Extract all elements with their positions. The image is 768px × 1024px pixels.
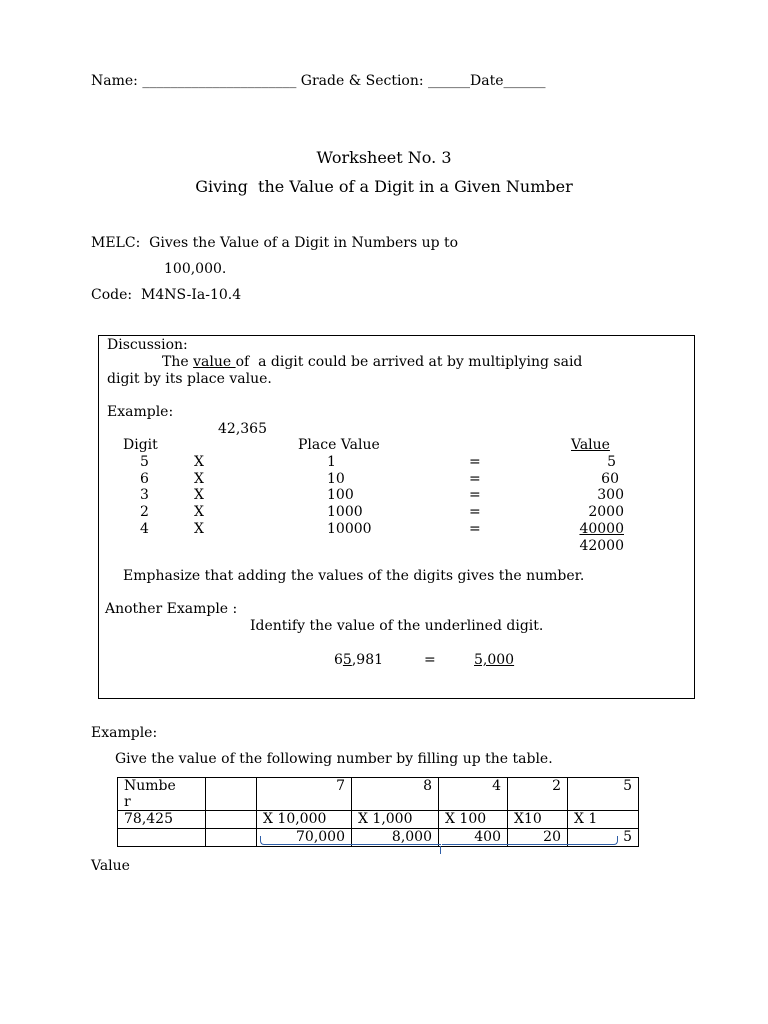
row-times: X (194, 471, 204, 487)
table-cell (206, 811, 257, 829)
pen-mark (442, 836, 618, 845)
table-cell: 5 (568, 829, 639, 847)
table-cell (118, 829, 206, 847)
row-times: X (194, 487, 204, 503)
row-place-value: 1 (327, 454, 336, 470)
code-line: Code: M4NS-Ia-10.4 (91, 287, 242, 303)
value-label: Value (91, 858, 130, 874)
row-place-value: 100 (327, 487, 354, 503)
row-place-value: 10 (327, 471, 345, 487)
table-cell: X 100 (439, 811, 508, 829)
row-equals: = (469, 471, 481, 487)
table-cell: X 1 (568, 811, 639, 829)
table-cell: 5 (568, 778, 639, 811)
identify-instruction: Identify the value of the underlined digit. (250, 618, 544, 634)
example-label: Example: (107, 404, 174, 420)
discussion-text-line-1: The value of a digit could be arrived at by multiplying said (162, 354, 583, 370)
example-number: 42,365 (218, 421, 267, 437)
row-place-value: 1000 (327, 504, 363, 520)
table-cell: 4 (439, 778, 508, 811)
table-row (118, 811, 639, 829)
row-equals: = (469, 454, 481, 470)
table-cell: X 10,000 (257, 811, 352, 829)
row-times: X (194, 504, 204, 520)
row-times: X (194, 454, 204, 470)
total-value: 42000 (579, 538, 624, 554)
row-value: 60 (601, 471, 619, 487)
row-digit: 3 (140, 487, 149, 503)
exercise-label: Example: (91, 725, 158, 741)
underlined-word-value: value (193, 354, 236, 370)
underlined-digit: 5 (342, 652, 352, 668)
row-equals: = (469, 487, 481, 503)
row-place-value: 10000 (327, 521, 372, 537)
example-2-equals: = (424, 652, 436, 668)
pen-mark (440, 846, 441, 854)
table-cell: 78,425 (118, 811, 206, 829)
row-value: 40000 (579, 521, 624, 537)
discussion-heading: Discussion: (107, 337, 188, 353)
melc-line-2: 100,000. (164, 261, 227, 277)
example-2-answer: 5,000 (474, 652, 515, 668)
table-cell: Numbe r (118, 778, 206, 811)
discussion-text-line-2: digit by its place value. (107, 371, 272, 387)
row-digit: 4 (140, 521, 149, 537)
worksheet-subtitle: Giving the Value of a Digit in a Given Number (195, 177, 573, 196)
table-cell: X10 (508, 811, 568, 829)
row-equals: = (469, 504, 481, 520)
column-place-value-header: Place Value (298, 437, 380, 453)
another-example-label: Another Example : (105, 601, 238, 617)
exercise-instruction: Give the value of the following number by filling up the table. (115, 751, 553, 767)
row-digit: 6 (140, 471, 149, 487)
row-equals: = (469, 521, 481, 537)
table-cell: X 1,000 (352, 811, 439, 829)
table-cell: 70,000 (257, 829, 352, 847)
column-digit-header: Digit (123, 437, 158, 453)
column-value-header: Value (571, 437, 610, 453)
table-row (118, 778, 639, 811)
row-digit: 5 (140, 454, 149, 470)
table-cell: 8 (352, 778, 439, 811)
worksheet-title: Worksheet No. 3 (316, 148, 452, 167)
emphasize-note: Emphasize that adding the values of the digits gives the number. (123, 568, 585, 584)
table-cell: 8,000 (352, 829, 439, 847)
pen-mark (260, 836, 441, 845)
table-cell: 400 (439, 829, 508, 847)
row-digit: 2 (140, 504, 149, 520)
table-cell (206, 778, 257, 811)
student-info-line: Name: ______________________ Grade & Section: ______Date______ (91, 73, 546, 89)
row-value: 2000 (588, 504, 624, 520)
table-cell (206, 829, 257, 847)
row-value: 5 (607, 454, 616, 470)
example-2-number: 65,981 (334, 652, 384, 668)
table-cell: 7 (257, 778, 352, 811)
table-cell: 20 (508, 829, 568, 847)
table-cell: 2 (508, 778, 568, 811)
row-value: 300 (597, 487, 624, 503)
row-times: X (194, 521, 204, 537)
melc-line-1: MELC: Gives the Value of a Digit in Numbers up to (91, 235, 459, 251)
